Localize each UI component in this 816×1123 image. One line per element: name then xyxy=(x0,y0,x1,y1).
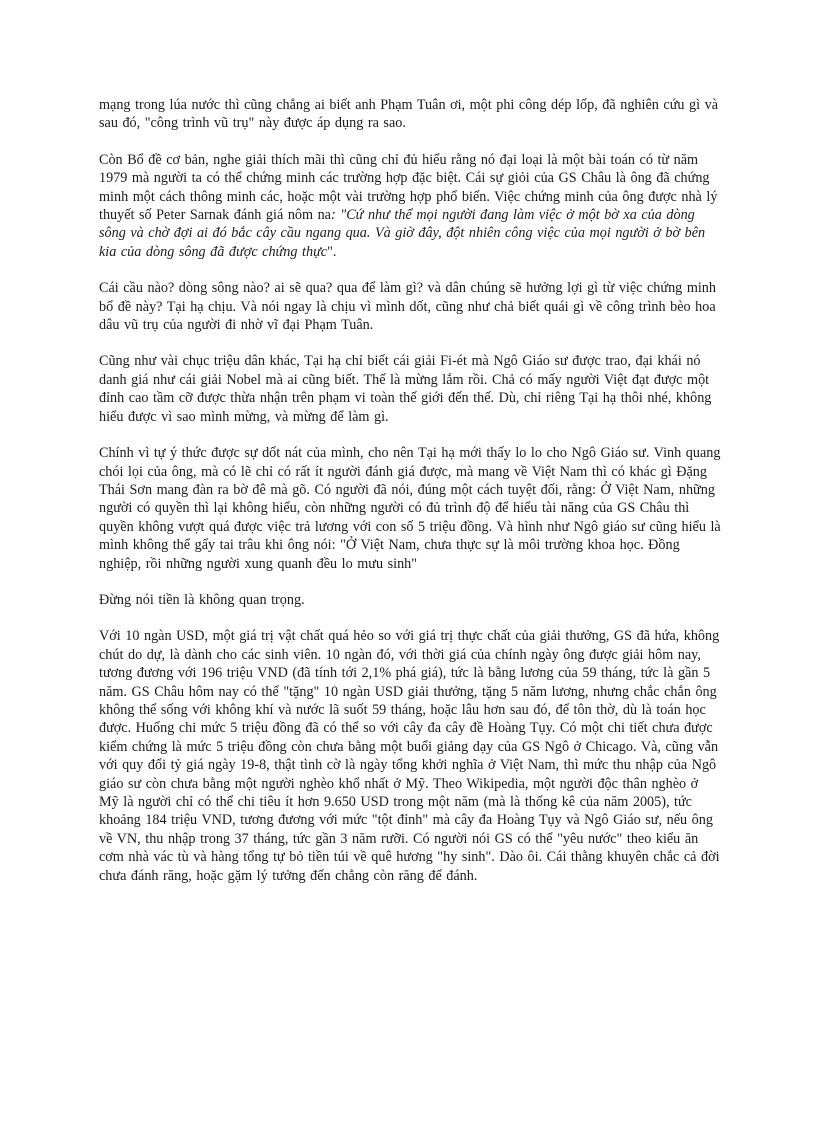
paragraph-3 xyxy=(99,279,721,334)
paragraph-text: Cái cầu nào? dòng sông nào? ai sẽ qua? qua để làm gì? và dân chúng sẽ hưởng lợi gì từ việc chứng minh bổ đề này? Tại hạ chịu. Và nói ngay là chịu vì mình dốt, cũng như chả biết quái gì về công trình bèo hoa dâu vũ trụ của người đi nhờ vĩ đại Phạm Tuân. xyxy=(99,280,716,334)
paragraph-6 xyxy=(99,591,721,609)
paragraph-7 xyxy=(99,627,721,885)
paragraph-text: Cũng như vài chục triệu dân khác, Tại hạ chỉ biết cái giải Fi-ét mà Ngô Giáo sư được trao, đại khái nó danh giá như cái giải Nobel mà ai cũng biết. Thế là mừng lắm rồi. Chả có mấy người Việt đạt được một đỉnh cao tầm cỡ được thừa nhận trên phạm vi toàn thế giới đến thế. Dù, chỉ riêng Tại hạ thôi nhé, không hiểu được vì sao mình mừng, và mừng để làm gì. xyxy=(99,353,712,425)
paragraph-2 xyxy=(99,151,721,261)
paragraph-text: Đừng nói tiền là không quan trọng. xyxy=(99,591,305,608)
paragraph-text: Chính vì tự ý thức được sự dốt nát của mình, cho nên Tại hạ mới thấy lo lo cho Ngô Giáo sư. Vinh quang chói lọi của ông, mà có lẽ chỉ có rất ít người đánh giá được, mà mang về Việt Nam thì có khác gì Đặng Thái Sơn mang đàn ra bờ đê mà gõ. Có người đã nói, đúng một cách tuyệt đối, rằng: Ở Việt Nam, những người có quyền thì lại không hiểu, còn những người có đủ trình độ để hiểu tài năng của GS Châu thì quyền không vượt quá được việc trả lương với con số 5 triệu đồng. Và hình như Ngô giáo sư cũng hiểu là mình không thể gẩy tai trâu khi ông nói: "Ở Việt Nam, chưa thực sự là môi trường khoa học. Đồng nghiệp, rồi những người xung quanh đều lo mưu sinh" xyxy=(99,445,721,572)
paragraph-4 xyxy=(99,352,721,426)
paragraph-text: Với 10 ngàn USD, một giá trị vật chất quá hẻo so với giá trị thực chất của giải thưởng, GS đã hứa, không chút do dự, là dành cho các sinh viên. 10 ngàn đó, với thời giá của chính ngày ông được giải hôm nay, tương đương với 196 triệu VND (đã tính tới 2,1% phá giá), tức là bằng lương của 59 tháng, tức là gần 5 năm. GS Châu hôm nay có thể "tặng" 10 ngàn USD giải thưởng, tặng 5 năm lương, nhưng chắc chắn ông không thể sống với không khí và nước lã suốt 59 tháng, hoặc lâu hơn sau đó, để tôn thờ, dù là toán học được. Huống chi mức 5 triệu đồng đã có thể so với cây đa cây đề Hoàng Tụy. Có một chi tiết chưa được kiểm chứng là mức 5 triệu đồng còn chưa bằng một buổi giảng dạy của GS Ngô ở Chicago. Và, cũng vẫn với quy đổi tỷ giá ngày 19-8, thật tình cờ là ngày tổng khởi nghĩa ở Việt Nam, thì mức thu nhập của Ngô giáo sư còn chưa bằng một người nghèo khổ nhất ở Mỹ. Theo Wikipedia, một người độc thân nghèo ở Mỹ là người chỉ có thể chi tiêu ít hơn 9.650 USD trong một năm (mà là thống kê của năm 2005), tức khoảng 184 triệu VND, tương đương với mức "tột đỉnh" mà cây đa Hoàng Tụy và Ngô Giáo sư, nếu ông về VN, thu nhập trong 37 tháng, tức gần 3 năm rưỡi. Có người nói GS có thể "yêu nước" theo kiểu ăn cơm nhà vác tù và hàng tổng tự bỏ tiền túi về quê hương "hy sinh". Dào ôi. Cái thằng khuyên chắc cả đời chưa đánh răng, hoặc gặm lý tưởng đến chẳng còn răng để đánh. xyxy=(99,628,720,884)
quote-close: ". xyxy=(327,243,337,260)
paragraph-5 xyxy=(99,444,721,573)
document-page xyxy=(99,96,721,903)
paragraph-text: Còn Bổ đề cơ bản, nghe giải thích mãi thì cũng chỉ đủ hiểu rằng nó đại loại là một bài toán có từ năm 1979 mà người ta có thể chứng minh các trường hợp đặc biệt. Cái sự giỏi của GS Châu là ông đã chứng minh một cách thông minh các, hoặc một vài trường hợp phổ biến. Việc chứng minh của ông được nhà lý thuyết số Peter Sarnak đánh giá nôm na xyxy=(99,151,718,224)
paragraph-1 xyxy=(99,96,721,133)
quote-italic: : "Cứ như thể mọi người đang làm việc ở một bờ xa của dòng sông và chờ đợi ai đó bắc cây cầu ngang qua. Và giờ đây, đột nhiên công việc của mọi người ở bờ bên kia của dòng sông đã được chứng thực xyxy=(99,207,706,260)
paragraph-text: mạng trong lúa nước thì cũng chẳng ai biết anh Phạm Tuân ơi, một phi công dép lốp, đã nghiên cứu gì và sau đó, "công trình vũ trụ" này được áp dụng ra sao. xyxy=(99,97,718,132)
